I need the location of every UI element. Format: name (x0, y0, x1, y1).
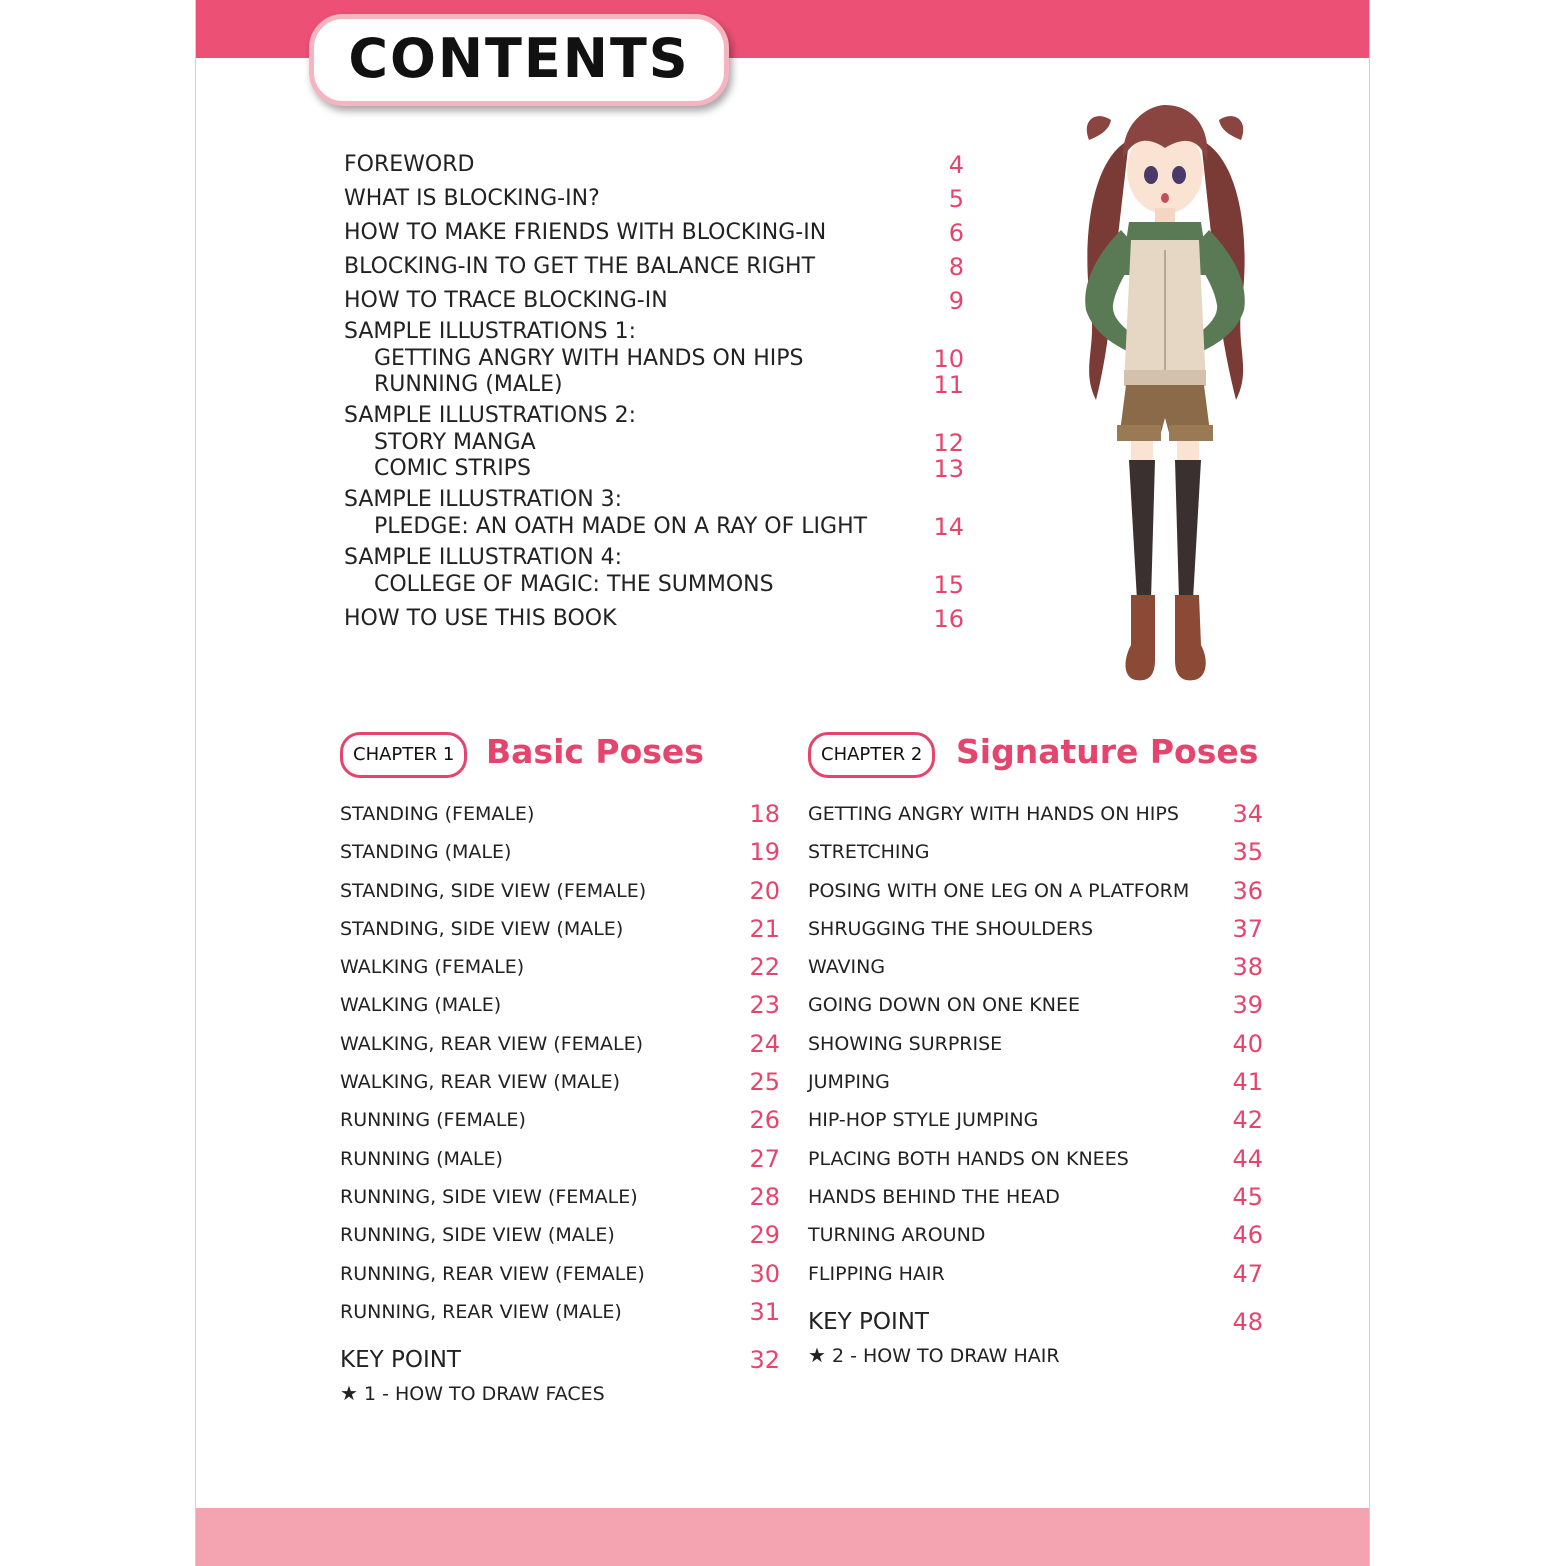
chapter-entry-page: 46 (1232, 1221, 1263, 1250)
toc-entry (344, 216, 964, 250)
chapter-header (808, 730, 1263, 780)
chapter-entry (340, 833, 780, 871)
toc-group-title: SAMPLE ILLUSTRATION 3: (344, 487, 623, 512)
chapter-entry-label: JUMPING (808, 1071, 890, 1094)
toc-sub-label: COLLEGE OF MAGIC: THE SUMMONS (374, 572, 774, 597)
chapter-entry (340, 910, 780, 948)
chapter-entry (808, 795, 1263, 833)
chapter-badge: CHAPTER 2 (808, 732, 935, 778)
chapter-entry-page: 21 (749, 914, 780, 943)
contents-title-tab (309, 14, 729, 106)
chapter-entry-label: TURNING AROUND (808, 1224, 986, 1247)
toc-sub-page: 12 (933, 429, 964, 457)
toc-sub-entry (344, 346, 964, 372)
chapter-entry (340, 1140, 780, 1178)
chapter-entry (340, 872, 780, 910)
chapter-entry (808, 833, 1263, 871)
chapter-entry-page: 26 (749, 1106, 780, 1135)
chapter-entry (340, 795, 780, 833)
chapter-entry-label: WALKING (MALE) (340, 994, 502, 1017)
toc-sub-entry (344, 430, 964, 456)
toc-sub-label: RUNNING (MALE) (374, 372, 563, 397)
chapter-entry-page: 34 (1232, 800, 1263, 828)
chapter-header (340, 730, 780, 780)
chapter-entry-page: 27 (749, 1144, 780, 1173)
chapter-entry-page: 45 (1232, 1182, 1263, 1211)
chapter-entry-page: 18 (749, 800, 780, 828)
chapter-entry (340, 986, 780, 1024)
chapter-entry-list (808, 795, 1263, 1293)
chapter-entry-page: 20 (749, 876, 780, 905)
toc-group-title: SAMPLE ILLUSTRATIONS 2: (344, 403, 637, 428)
chapter-entry-page: 30 (749, 1259, 780, 1288)
key-point-subtitle (340, 1377, 780, 1410)
toc-group (344, 544, 964, 598)
chapter-entry-page: 31 (749, 1297, 780, 1326)
chapter-entry-label: RUNNING, SIDE VIEW (MALE) (340, 1224, 615, 1247)
chapter-entry-page: 29 (749, 1221, 780, 1250)
key-point-entry (808, 1305, 1263, 1339)
toc-sub-entry (344, 514, 964, 540)
chapter-entry-label: SHRUGGING THE SHOULDERS (808, 917, 1094, 940)
anime-girl-illustration (1051, 100, 1276, 690)
chapter-entry (808, 1178, 1263, 1216)
toc-sub-entry (344, 572, 964, 598)
bottom-color-band (196, 1508, 1369, 1566)
toc-sub-page: 10 (933, 345, 964, 373)
chapter-entry-label: HANDS BEHIND THE HEAD (808, 1185, 1060, 1208)
chapter-entry (808, 1140, 1263, 1178)
book-page (195, 0, 1370, 1566)
chapter-entry (808, 948, 1263, 986)
chapter-entry-label: GOING DOWN ON ONE KNEE (808, 994, 1080, 1017)
chapter-entry-label: GETTING ANGRY WITH HANDS ON HIPS (808, 803, 1179, 825)
chapter-entry-label: POSING WITH ONE LEG ON A PLATFORM (808, 879, 1190, 902)
chapter-entry-label: FLIPPING HAIR (808, 1262, 945, 1285)
toc-entry-label: WHAT IS BLOCKING-IN? (344, 186, 600, 211)
chapter-entry-label: STANDING, SIDE VIEW (FEMALE) (340, 879, 647, 902)
chapter-entry-label: STANDING (FEMALE) (340, 803, 535, 825)
key-point-sub-label: 1 - HOW TO DRAW FACES (363, 1383, 605, 1406)
chapter-entry-label: STANDING, SIDE VIEW (MALE) (340, 917, 624, 940)
toc-sub-label: PLEDGE: AN OATH MADE ON A RAY OF LIGHT (374, 514, 868, 539)
toc-group (344, 318, 964, 398)
toc-entry-label: BLOCKING-IN TO GET THE BALANCE RIGHT (344, 254, 816, 279)
chapter-entry (340, 1101, 780, 1139)
toc-sub-label: STORY MANGA (374, 430, 536, 455)
key-point-label: KEY POINT (340, 1347, 461, 1374)
chapter-entry-page: 47 (1232, 1259, 1263, 1288)
chapter-entry-label: RUNNING, SIDE VIEW (FEMALE) (340, 1185, 638, 1208)
chapter-entry-page: 23 (749, 991, 780, 1020)
toc-sub-entry (344, 456, 964, 482)
toc-entry-page: 16 (933, 605, 964, 633)
toc-group-title: SAMPLE ILLUSTRATION 4: (344, 545, 623, 570)
chapter-entry-label: HIP-HOP STYLE JUMPING (808, 1109, 1039, 1132)
chapter-entry (340, 1063, 780, 1101)
chapter-entry-label: PLACING BOTH HANDS ON KNEES (808, 1147, 1129, 1170)
key-point-label: KEY POINT (808, 1308, 929, 1335)
chapter-entry-page: 35 (1232, 838, 1263, 867)
chapter-entry-page: 36 (1232, 876, 1263, 905)
toc-entry (344, 602, 964, 636)
toc-entry-label: HOW TO MAKE FRIENDS WITH BLOCKING-IN (344, 220, 827, 245)
star-icon: ★ (808, 1342, 826, 1367)
toc-entry (344, 284, 964, 318)
chapter-entry-list (340, 795, 780, 1331)
chapter-entry-page: 28 (749, 1182, 780, 1211)
chapter-entry-page: 44 (1232, 1144, 1263, 1173)
toc-sub-page: 14 (933, 513, 964, 541)
chapter-entry-page: 25 (749, 1068, 780, 1097)
chapter-entry (808, 910, 1263, 948)
chapter-entry (340, 1255, 780, 1293)
key-point-sub-label: 2 - HOW TO DRAW HAIR (831, 1344, 1060, 1367)
key-point-page: 32 (749, 1346, 780, 1375)
toc-group (344, 486, 964, 540)
toc-entry (344, 148, 964, 182)
chapter-entry-page: 19 (749, 838, 780, 867)
chapter-entry-label: STRETCHING (808, 841, 930, 864)
page-title: CONTENTS (348, 27, 690, 90)
toc-entry-label: FOREWORD (344, 152, 475, 177)
chapter-entry (340, 1178, 780, 1216)
chapter-entry-label: SHOWING SURPRISE (808, 1032, 1003, 1055)
toc-sub-label: GETTING ANGRY WITH HANDS ON HIPS (374, 346, 804, 371)
toc-entry-page: 9 (948, 287, 964, 315)
chapter-entry (340, 948, 780, 986)
chapter-badge: CHAPTER 1 (340, 732, 467, 778)
toc-entry-page: 5 (948, 185, 964, 213)
chapter-entry-page: 42 (1232, 1106, 1263, 1135)
chapter-entry-label: STANDING (MALE) (340, 841, 512, 864)
front-matter-toc (344, 148, 964, 636)
chapter-entry-label: RUNNING, REAR VIEW (MALE) (340, 1300, 622, 1323)
chapter-entry (808, 872, 1263, 910)
chapter-entry (808, 986, 1263, 1024)
chapter-entry-page: 39 (1232, 991, 1263, 1020)
chapter-title: Basic Poses (486, 732, 704, 771)
toc-entry (344, 250, 964, 284)
chapter-entry-label: WAVING (808, 956, 886, 979)
toc-sub-label: COMIC STRIPS (374, 456, 531, 481)
chapter-entry (808, 1025, 1263, 1063)
toc-group (344, 402, 964, 482)
chapter-entry-page: 40 (1232, 1029, 1263, 1058)
chapter-entry-label: WALKING, REAR VIEW (MALE) (340, 1071, 621, 1094)
key-point-page: 48 (1232, 1307, 1263, 1336)
toc-entry (344, 182, 964, 216)
chapter-entry-page: 22 (749, 953, 780, 982)
toc-entry-label: HOW TO TRACE BLOCKING-IN (344, 288, 668, 313)
chapter-entry (808, 1063, 1263, 1101)
chapter-entry (808, 1101, 1263, 1139)
chapter-entry-label: WALKING, REAR VIEW (FEMALE) (340, 1032, 644, 1055)
chapter-entry-label: WALKING (FEMALE) (340, 956, 525, 979)
chapter-entry (808, 1255, 1263, 1293)
toc-group-title: SAMPLE ILLUSTRATIONS 1: (344, 319, 637, 344)
toc-sub-entry (344, 372, 964, 398)
chapter-entry-page: 38 (1232, 953, 1263, 982)
chapter-entry-page: 37 (1232, 914, 1263, 943)
chapter-entry-page: 41 (1232, 1068, 1263, 1097)
chapter-entry-label: RUNNING, REAR VIEW (FEMALE) (340, 1262, 645, 1285)
toc-entry-page: 6 (948, 219, 964, 247)
key-point-subtitle (808, 1339, 1263, 1372)
toc-entry-label: HOW TO USE THIS BOOK (344, 606, 617, 631)
chapter-entry-label: RUNNING (FEMALE) (340, 1109, 526, 1132)
toc-entry-page: 8 (948, 253, 964, 281)
chapter-1-section (340, 730, 780, 1410)
chapter-entry-page: 24 (749, 1029, 780, 1058)
chapter-entry (340, 1025, 780, 1063)
chapter-entry-label: RUNNING (MALE) (340, 1147, 503, 1170)
toc-sub-page: 11 (933, 371, 964, 399)
toc-sub-page: 13 (933, 455, 964, 483)
chapter-entry (340, 1293, 780, 1331)
chapter-title: Signature Poses (956, 732, 1259, 771)
key-point-entry (340, 1343, 780, 1377)
chapter-2-section (808, 730, 1263, 1372)
star-icon: ★ (340, 1381, 358, 1406)
chapter-entry (340, 1216, 780, 1254)
toc-sub-page: 15 (933, 571, 964, 599)
toc-entry-page: 4 (948, 151, 964, 179)
chapter-entry (808, 1216, 1263, 1254)
